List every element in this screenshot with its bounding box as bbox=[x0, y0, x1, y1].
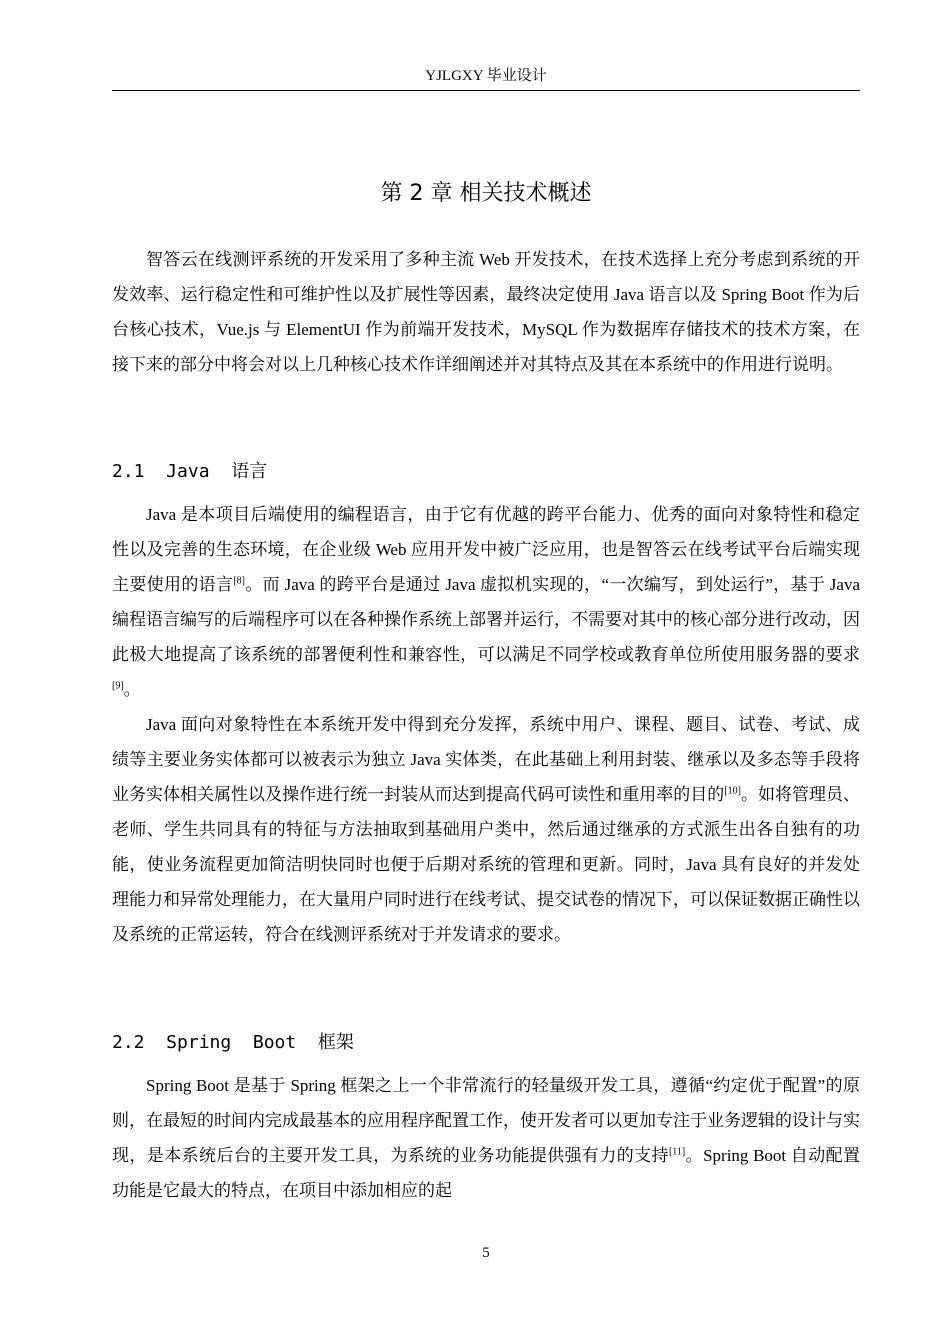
paragraph-text: 。Spring Boot 自动配置功能是它最大的特点，在项目中添加相应的起 bbox=[112, 1146, 861, 1200]
citation-ref: [11] bbox=[668, 1146, 686, 1158]
intro-paragraph: 智答云在线测评系统的开发采用了多种主流 Web 开发技术，在技术选择上充分考虑到系统的开发效率、运行稳定性和可维护性以及扩展性等因素，最终决定使用 Java 语言以及 Spring Boot 作为后台核心技术，Vue.js 与 ElementUI 作为前端开发技术，MySQL 作为数据库存储技术的技术方案，在接下来的部分中将会对以上几种核心技术作详细阐述并对其特点及其在本系统中的作用进行说明。 bbox=[112, 250, 860, 374]
paragraph-text: Java 是本项目后端使用的编程语言，由于它有优越的跨平台能力、优秀的面向对象特性和稳定性以及完善的生态环境，在企业级 Web 应用开发中被广泛应用，也是智答云在线考试平台后端实现主要使用的语言 bbox=[112, 505, 860, 594]
header-divider bbox=[112, 90, 860, 91]
section-2-2-paragraph-1 bbox=[112, 1068, 860, 1208]
paragraph-text: 。 bbox=[123, 680, 141, 699]
citation-ref: [8] bbox=[233, 575, 246, 587]
paragraph-text: 。而 Java 的跨平台是通过 Java 虚拟机实现的，“一次编写，到处运行”，基于 Java 编程语言编写的后端程序可以在各种操作系统上部署并运行，不需要对其中的核心部分进行改动，因此极大地提高了该系统的部署便利性和兼容性，可以满足不同学校或教育单位所使用服务器的要求 bbox=[112, 575, 860, 664]
citation-ref: [10] bbox=[724, 785, 741, 797]
paragraph-text: 。如将管理员、老师、学生共同具有的特征与方法抽取到基础用户类中，然后通过继承的方式派生出各自独有的功能，使业务流程更加简洁明快同时也便于后期对系统的管理和更新。同时，Java 具有良好的并发处理能力和异常处理能力，在大量用户同时进行在线考试、提交试卷的情况下，可以保证数据正确性以及系统的正常运转，符合在线测评系统对于并发请求的要求。 bbox=[112, 785, 861, 944]
citation-ref: [9] bbox=[112, 680, 124, 692]
page-number: 5 bbox=[482, 1245, 490, 1261]
section-2-1-paragraph-2 bbox=[112, 707, 860, 952]
paragraph-text: Spring Boot 是基于 Spring 框架之上一个非常流行的轻量级开发工具，遵循“约定优于配置”的原则，在最短的时间内完成最基本的应用程序配置工作，使开发者可以更加专注于业务逻辑的设计与实现，是本系统后台的主要开发工具，为系统的业务功能提供强有力的支持 bbox=[112, 1076, 860, 1165]
section-heading-2-2: 2.2 Spring Boot 框架 bbox=[112, 1032, 354, 1053]
chapter-title: 第 2 章 相关技术概述 bbox=[380, 181, 592, 206]
page-header: YJLGXY 毕业设计 bbox=[425, 68, 547, 84]
section-heading-2-1: 2.1 Java 语言 bbox=[112, 461, 268, 482]
section-2-1-paragraph-1 bbox=[112, 497, 860, 707]
paragraph-text: Java 面向对象特性在本系统开发中得到充分发挥，系统中用户、课程、题目、试卷、考试、成绩等主要业务实体都可以被表示为独立 Java 实体类，在此基础上利用封装、继承以及多态等手段将业务实体相关属性以及操作进行统一封装从而达到提高代码可读性和重用率的目的 bbox=[112, 715, 860, 804]
